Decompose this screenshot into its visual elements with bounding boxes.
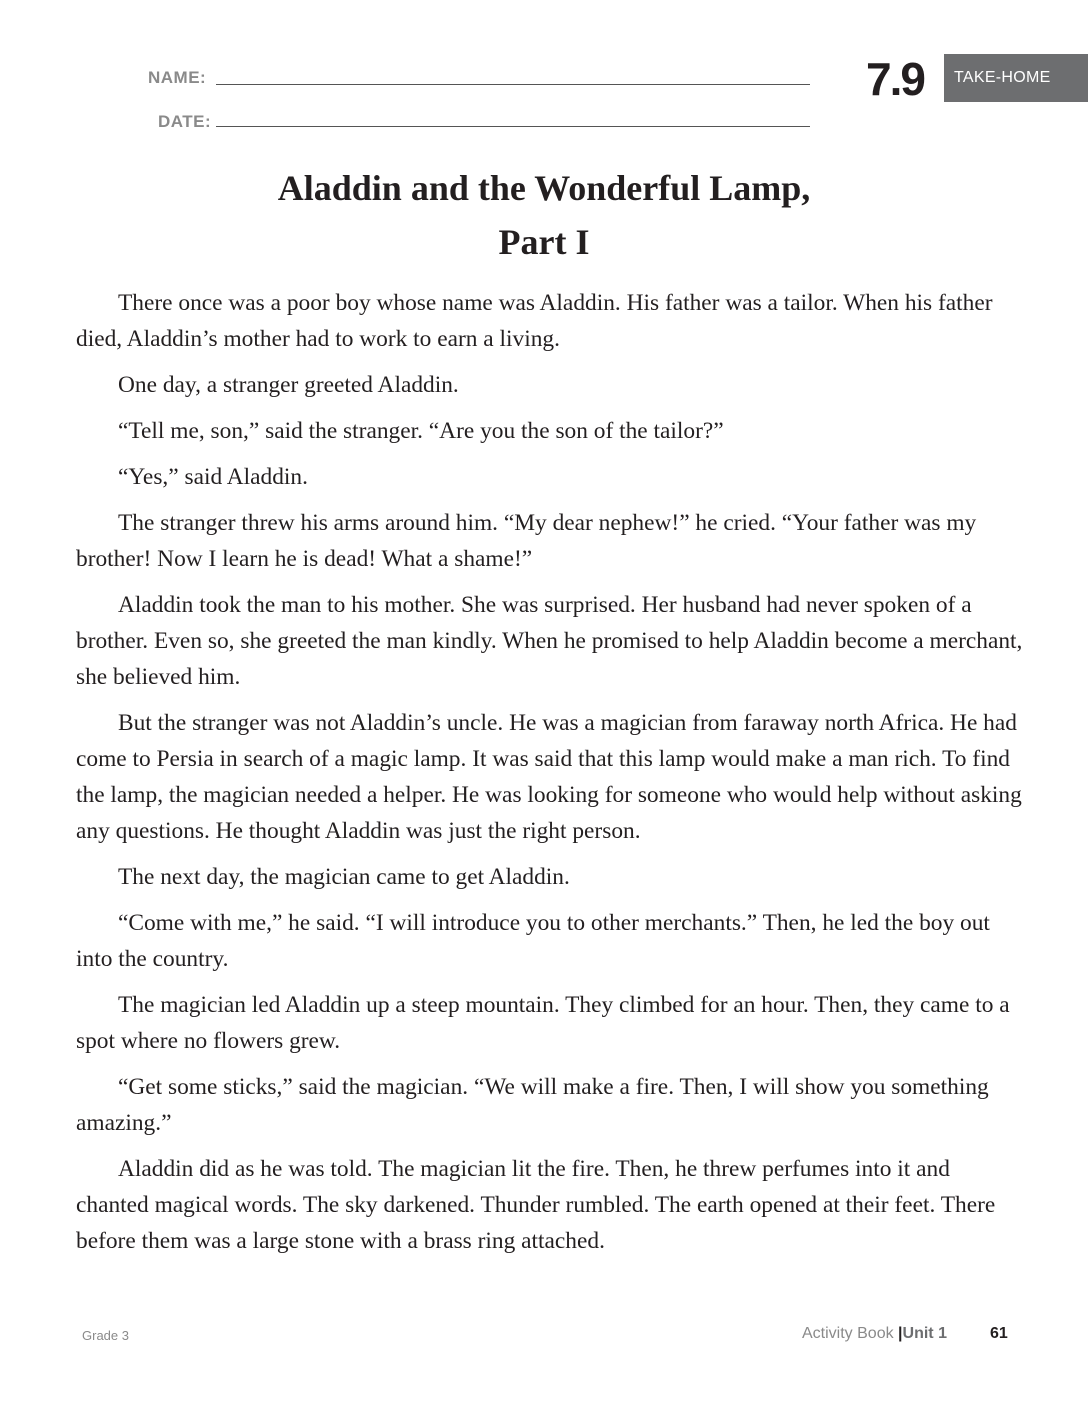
page-title-line2: Part I — [498, 222, 590, 262]
lesson-number: 7.9 — [866, 53, 924, 105]
name-label: NAME: — [148, 68, 207, 87]
story-paragraph: “Get some sticks,” said the magician. “We will make a fire. Then, I will show you something amazing.” — [76, 1074, 989, 1136]
take-home-badge: TAKE-HOME — [944, 54, 1088, 102]
footer-separator: | — [898, 1325, 903, 1342]
story-body — [76, 285, 1028, 1269]
story-paragraph: The stranger threw his arms around him. “My dear nephew!” he cried. “Your father was my brother! Now I learn he is dead! What a shame!” — [76, 510, 977, 572]
page-number: 61 — [990, 1325, 1008, 1342]
footer-book-title: Activity Book — [802, 1325, 894, 1342]
story-paragraph: The magician led Aladdin up a steep mountain. They climbed for an hour. Then, they came to a spot where no flowers grew. — [76, 992, 1010, 1054]
story-paragraph: There once was a poor boy whose name was Aladdin. His father was a tailor. When his father died, Aladdin’s mother had to work to earn a living. — [76, 290, 993, 352]
story-paragraph: One day, a stranger greeted Aladdin. — [118, 372, 459, 398]
story-paragraph: But the stranger was not Aladdin’s uncle. He was a magician from faraway north Africa. He had come to Persia in search of a magic lamp. It was said that this lamp would make a man rich. To find the lamp, the magician needed a helper. He was looking for someone who would help without asking any questions. He thought Aladdin was just the right person. — [76, 710, 1022, 844]
footer-book — [802, 1325, 947, 1343]
footer-unit: Unit 1 — [902, 1325, 947, 1342]
story-paragraph: “Come with me,” he said. “I will introduce you to other merchants.” Then, he led the boy out into the country. — [76, 910, 990, 972]
page-title-line1: Aladdin and the Wonderful Lamp, — [277, 168, 811, 208]
story-paragraph: “Tell me, son,” said the stranger. “Are you the son of the tailor?” — [118, 418, 724, 444]
date-line[interactable] — [216, 126, 810, 127]
date-label: DATE: — [158, 112, 212, 131]
story-paragraph: Aladdin took the man to his mother. She was surprised. Her husband had never spoken of a brother. Even so, she greeted the man kindly. When he promised to help Aladdin become a merchant, she believed him. — [76, 592, 1023, 690]
name-line[interactable] — [216, 84, 810, 85]
story-paragraph: The next day, the magician came to get Aladdin. — [118, 864, 570, 890]
story-paragraph: “Yes,” said Aladdin. — [118, 464, 308, 490]
footer-grade: Grade 3 — [82, 1328, 129, 1343]
story-paragraph: Aladdin did as he was told. The magician lit the fire. Then, he threw perfumes into it and chanted magical words. The sky darkened. Thunder rumbled. The earth opened at their feet. There before them was a large stone with a brass ring attached. — [76, 1156, 996, 1254]
